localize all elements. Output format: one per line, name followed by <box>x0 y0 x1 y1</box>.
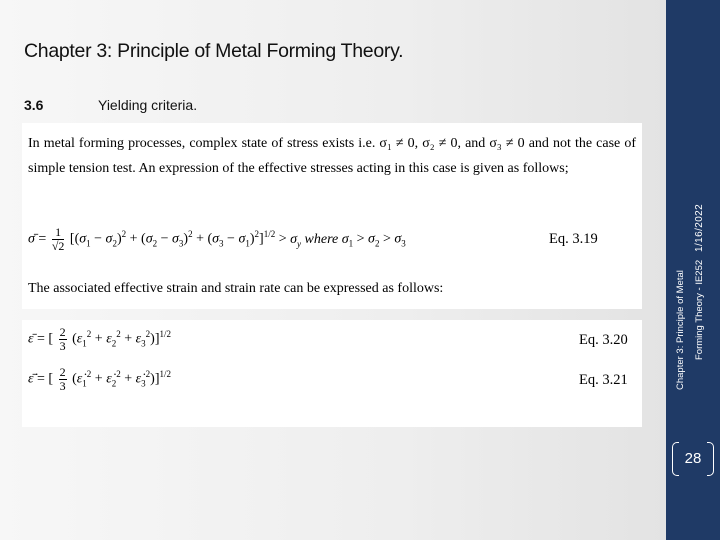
footer-chapter-line1: Chapter 3: Principle of Metal <box>675 270 686 390</box>
section-title: Yielding criteria. <box>98 97 198 113</box>
equation-label-3-21: Eq. 3.21 <box>579 372 628 388</box>
page-number-badge <box>672 442 714 476</box>
footer-chapter-line2: Forming Theory - IE252 <box>694 259 705 360</box>
equation-effective-strain-rate: ε̄̇ = [ $\frac{2}{3}$ ($\varepsiloṅ_1^2$ + $\varepsiloṅ_2^2$ + $\varepsiloṅ_3^2)]^{1/2}$ <box>28 365 172 393</box>
equation-effective-stress: σ̄ = $\frac{1}{√2}$ $[(\sigma_1 - \sigma_2)^2 + (\sigma_2 - \sigma_3)^2 + (\sigma_3 - \sigma_1)^2]^{1/2} > \sigma_y$ where $\sigma_1 > \sigma_2 > \sigma_3$ <box>28 225 406 253</box>
section-number: 3.6 <box>24 97 44 113</box>
slide-title: Chapter 3: Principle of Metal Forming Theory. <box>24 40 404 62</box>
associated-strain-text: The associated effective strain and strain rate can be expressed as follows: <box>28 281 444 296</box>
equation-label-3-19: Eq. 3.19 <box>549 231 598 247</box>
page-number: 28 <box>684 450 702 467</box>
slide-date: 1/16/2022 <box>694 203 705 252</box>
equation-label-3-20: Eq. 3.20 <box>579 332 628 348</box>
equation-effective-strain: ε̄ = [ $\frac{2}{3}$ $(\varepsilon_1^2 + \varepsilon_2^2 + \varepsilon_3^2)]^{1/2}$ <box>28 325 172 353</box>
content-box-effective-stress <box>22 123 642 309</box>
intro-paragraph: In metal forming processes, complex state of stress exists i.e. σ₁ ≠ 0, σ₂ ≠ 0, and σ₃ ≠ 0 and not the case of simple tension test. An expression of the effective stresses acting in this case is given as follows; <box>28 136 636 176</box>
content-box-effective-strain <box>22 320 642 427</box>
